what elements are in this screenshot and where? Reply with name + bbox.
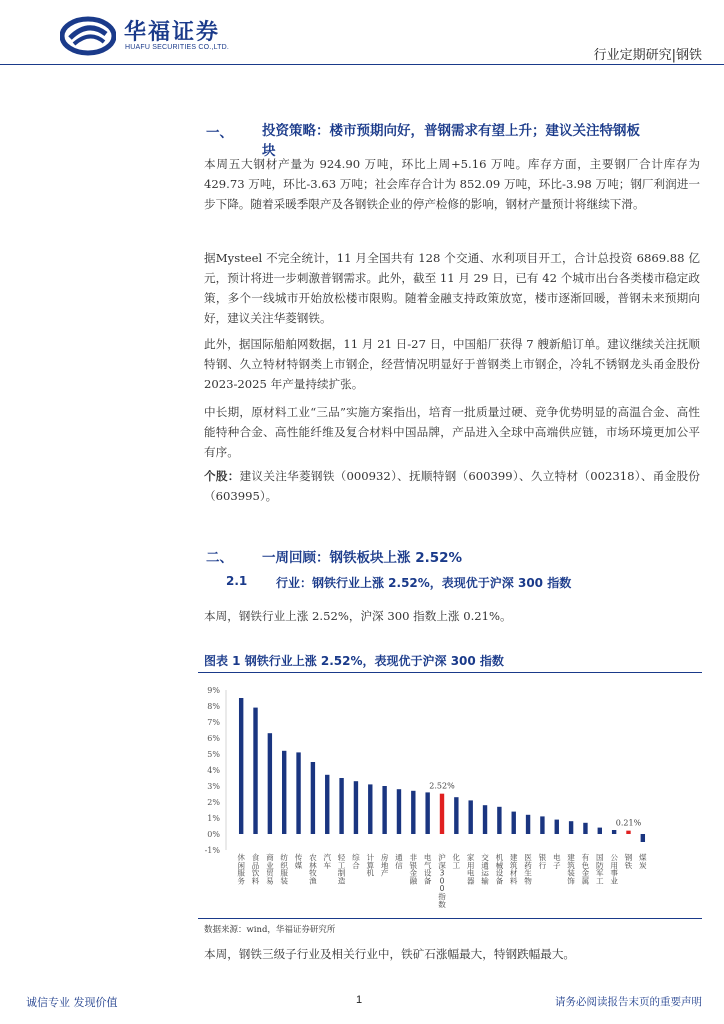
x-tick-label: 电子 — [552, 853, 561, 870]
x-tick-label: 商业贸易 — [266, 853, 274, 886]
paragraph-shipbuilding: 此外，据国际船舶网数据，11 月 21 日-27 日，中国船厂获得 7 艘新船订单。建议继续关注抚顺特钢、久立特材特钢类上市钢企，经营情况明显好于普钢类上市钢企，冷轧不锈钢龙头甬金股份 2023-2025 年产量持续扩张。 — [204, 337, 700, 391]
page-number: 1 — [356, 994, 363, 1006]
industry-return-bar-chart — [198, 678, 702, 916]
x-tick-label: 公用事业 — [610, 853, 618, 886]
data-label: 0.21% — [615, 818, 642, 828]
paragraph-after-chart: 本周，钢铁三级子行业及相关行业中，铁矿石涨幅最大，特钢跌幅最大。 — [204, 947, 576, 961]
x-tick-label: 机械设备 — [495, 853, 504, 886]
y-tick-label: 3% — [207, 782, 220, 791]
x-tick-label: 钢铁 — [624, 853, 633, 870]
y-tick-label: 9% — [207, 686, 220, 695]
x-tick-label: 医药生物 — [524, 853, 532, 886]
x-tick-label: 轻工制造 — [337, 853, 346, 886]
bar-16 — [468, 800, 472, 834]
stocks-text: 建议关注华菱钢铁（000932）、抚顺特钢（600399）、久立特材（002318）、甬金股份（603995）。 — [204, 469, 700, 503]
bar-11 — [397, 789, 401, 834]
bar-0 — [239, 698, 243, 834]
paragraph-stocks — [204, 466, 700, 506]
bar-24 — [583, 823, 587, 834]
x-tick-label: 煤炭 — [639, 853, 647, 870]
bar-2 — [268, 733, 272, 834]
logo-chinese: 华福证券 — [124, 20, 221, 45]
bar-5 — [311, 762, 315, 834]
bar-22 — [555, 820, 559, 834]
section21-title: 行业：钢铁行业上涨 2.52%，表现优于沪深 300 指数 — [276, 576, 572, 590]
x-tick-label: 非银金融 — [409, 853, 418, 886]
report-type: 行业定期研究|钢铁 — [593, 48, 702, 63]
footer-slogan: 诚信专业 发现价值 — [26, 996, 118, 1009]
bar-26 — [612, 830, 616, 834]
section21-number: 2.1 — [226, 574, 248, 588]
x-tick-label: 传媒 — [294, 853, 303, 870]
y-tick-label: 6% — [207, 734, 220, 743]
bar-18 — [497, 807, 501, 834]
section1-number: 一、 — [206, 125, 233, 141]
bar-23 — [569, 821, 573, 834]
x-tick-label: 银行 — [538, 853, 547, 870]
bar-1 — [253, 708, 257, 834]
bar-28 — [641, 834, 645, 842]
huafu-logo-icon — [60, 16, 116, 56]
bar-27 — [626, 831, 630, 834]
y-tick-label: 5% — [207, 750, 220, 759]
bar-21 — [540, 816, 544, 834]
bar-15 — [454, 797, 458, 834]
bar-10 — [382, 786, 386, 834]
logo-english: HUAFU SECURITIES CO.,LTD. — [125, 44, 230, 51]
x-tick-label: 沪深 3 0 0 指数 — [438, 853, 446, 909]
bar-7 — [339, 778, 343, 834]
section2-number: 二、 — [206, 550, 233, 566]
x-tick-label: 化工 — [452, 853, 461, 870]
bar-20 — [526, 815, 530, 834]
y-tick-label: 4% — [207, 766, 220, 775]
section1-title-line1: 投资策略：楼市预期向好，普钢需求有望上升；建议关注特钢板 — [262, 123, 640, 139]
bar-3 — [282, 751, 286, 834]
bar-17 — [483, 805, 487, 834]
paragraph-production: 本周五大钢材产量为 924.90 万吨，环比上周+5.16 万吨。库存方面，主要钢厂合计库存为 429.73 万吨，环比-3.63 万吨；社会库存合计为 852.09 万吨，环比-3.98 万吨；钢厂利润进一步下降。随着采暖季限产及各钢铁企业的停产检修的影响，钢材产量预计将继续下滑。 — [204, 157, 700, 211]
y-tick-label: 1% — [207, 814, 220, 823]
bar-12 — [411, 791, 415, 834]
figure-title: 图表 1 钢铁行业上涨 2.52%，表现优于沪深 300 指数 — [204, 654, 504, 668]
data-label: 2.52% — [429, 781, 455, 791]
bar-6 — [325, 775, 329, 834]
x-tick-label: 通信 — [395, 853, 403, 870]
x-tick-label: 计算机 — [366, 853, 375, 878]
y-tick-label: 7% — [207, 718, 220, 727]
y-tick-label: 0% — [207, 830, 220, 839]
paragraph-long-term: 中长期，原材料工业“三品”实施方案指出，培育一批质量过硬、竞争优势明显的高温合金、高性能特种合金、高性能纤维及复合材料中国品牌，产品进入全球中高端供应链，市场环境更加公平有序。 — [204, 405, 700, 459]
x-tick-label: 汽车 — [323, 853, 332, 870]
x-tick-label: 电气设备 — [423, 853, 432, 886]
y-tick-label: 2% — [207, 798, 220, 807]
y-tick-label: -1% — [204, 846, 220, 855]
paragraph-week: 本周，钢铁行业上涨 2.52%，沪深 300 指数上涨 0.21%。 — [204, 609, 512, 623]
x-tick-label: 食品饮料 — [251, 853, 260, 886]
x-tick-label: 农林牧渔 — [309, 853, 317, 886]
bar-4 — [296, 752, 300, 834]
figure-rule-bottom — [198, 918, 702, 919]
paragraph-investment: 据Mysteel 不完全统计，11 月全国共有 128 个交通、水利项目开工，合计总投资 6869.88 亿元，预计将进一步刺激普钢需求。此外，截至 11 月 29 日，已有 42 个城市出台各类楼市稳定政策，多个一线城市开始放松楼市限购。随着金融支持政策放宽，楼市逐渐回暖，普钢未来预期向好，建议关注华菱钢铁。 — [204, 251, 700, 325]
bar-9 — [368, 784, 372, 834]
x-tick-label: 国防军工 — [595, 853, 604, 886]
figure-source: 数据来源：wind，华福证券研究所 — [204, 925, 336, 935]
x-tick-label: 家用电器 — [466, 853, 475, 886]
footer-disclaimer: 请务必阅读报告末页的重要声明 — [555, 996, 702, 1008]
x-tick-label: 休闲服务 — [237, 853, 245, 886]
x-tick-label: 交通运输 — [481, 853, 489, 886]
section2-title: 一周回顾：钢铁板块上涨 2.52% — [262, 550, 463, 566]
x-tick-label: 房地产 — [380, 853, 389, 878]
bar-13 — [425, 792, 429, 834]
y-tick-label: 8% — [207, 702, 220, 711]
bar-25 — [598, 828, 602, 834]
x-tick-label: 综合 — [352, 853, 360, 870]
x-tick-label: 纺织服装 — [280, 853, 289, 886]
stocks-label: 个股： — [204, 469, 240, 483]
bar-8 — [354, 781, 358, 834]
header-divider — [0, 64, 724, 65]
x-tick-label: 建筑装饰 — [567, 853, 575, 886]
figure-rule-top — [198, 672, 702, 673]
section1-title-line2: 块 — [262, 143, 276, 159]
x-tick-label: 建筑材料 — [509, 853, 518, 886]
bar-14 — [440, 794, 444, 834]
bar-19 — [512, 812, 516, 834]
x-tick-label: 有色金属 — [581, 853, 590, 886]
